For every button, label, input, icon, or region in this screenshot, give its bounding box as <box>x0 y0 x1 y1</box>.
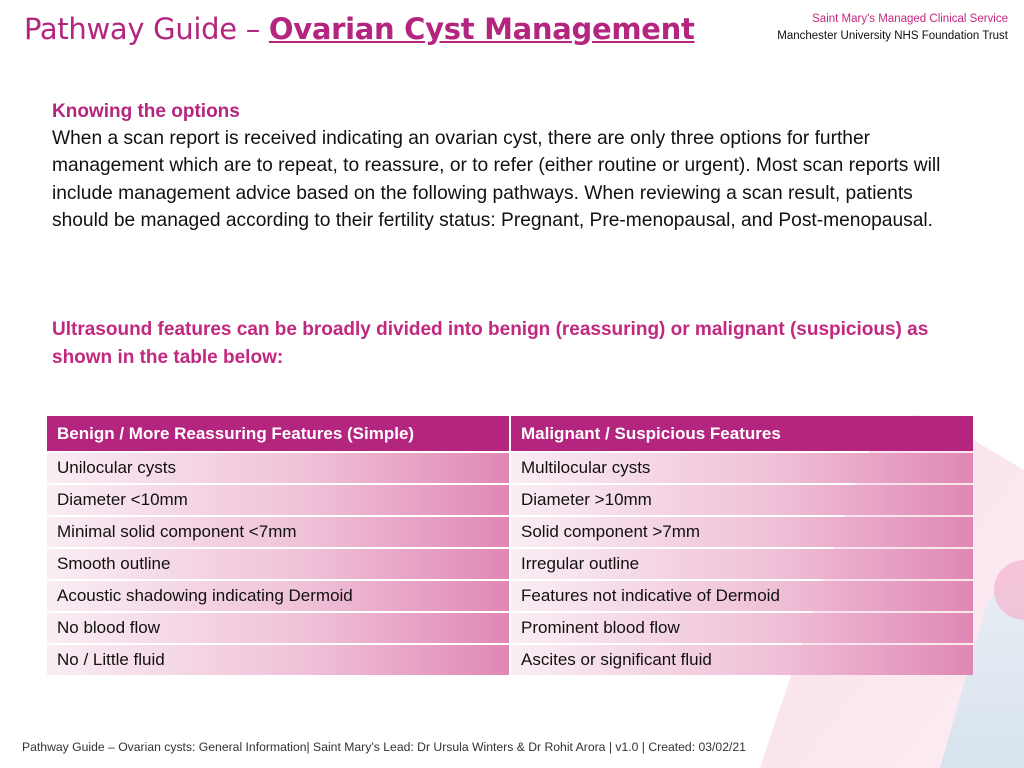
table-header-row <box>47 416 973 451</box>
malignant-cell: Solid component >7mm <box>511 517 973 547</box>
malignant-cell: Features not indicative of Dermoid <box>511 581 973 611</box>
intro-heading: Knowing the options <box>52 101 240 122</box>
benign-cell: Diameter <10mm <box>47 485 509 515</box>
table-row <box>47 581 973 611</box>
table-row <box>47 485 973 515</box>
intro-section <box>52 98 972 235</box>
table-row <box>47 549 973 579</box>
malignant-cell: Irregular outline <box>511 549 973 579</box>
malignant-cell: Multilocular cysts <box>511 453 973 483</box>
table-row <box>47 645 973 675</box>
benign-cell: Smooth outline <box>47 549 509 579</box>
org-trust-name: Manchester University NHS Foundation Trust <box>777 30 1008 42</box>
page-title <box>24 12 695 46</box>
benign-cell: Unilocular cysts <box>47 453 509 483</box>
table-row <box>47 453 973 483</box>
malignant-column-header: Malignant / Suspicious Features <box>511 416 973 451</box>
page-footer: Pathway Guide – Ovarian cysts: General Information| Saint Mary’s Lead: Dr Ursula Winters & Dr Rohit Arora | v1.0 | Created: 03/02/21 <box>22 740 746 754</box>
organisation-block <box>777 11 1008 45</box>
benign-cell: No / Little fluid <box>47 645 509 675</box>
malignant-cell: Ascites or significant fluid <box>511 645 973 675</box>
malignant-cell: Diameter >10mm <box>511 485 973 515</box>
table-row <box>47 613 973 643</box>
benign-column-header: Benign / More Reassuring Features (Simple) <box>47 416 509 451</box>
features-table <box>45 414 975 677</box>
intro-body: When a scan report is received indicating an ovarian cyst, there are only three options for further management which are to repeat, to reassure, or to refer (either routine or urgent). Most scan reports will include management advice based on the following pathways. When reviewing a scan result, patients should be managed according to their fertility status: Pregnant, Pre-menopausal, and Post-menopausal. <box>52 128 941 232</box>
table-intro-text: Ultrasound features can be broadly divided into benign (reassuring) or malignant (suspicious) as shown in the table below: <box>52 319 929 368</box>
malignant-cell: Prominent blood flow <box>511 613 973 643</box>
org-service-name: Saint Mary's Managed Clinical Service <box>812 13 1008 25</box>
benign-cell: No blood flow <box>47 613 509 643</box>
title-prefix: Pathway Guide – <box>24 12 260 46</box>
benign-cell: Acoustic shadowing indicating Dermoid <box>47 581 509 611</box>
benign-cell: Minimal solid component <7mm <box>47 517 509 547</box>
table-row <box>47 517 973 547</box>
title-main: Ovarian Cyst Management <box>268 12 695 46</box>
